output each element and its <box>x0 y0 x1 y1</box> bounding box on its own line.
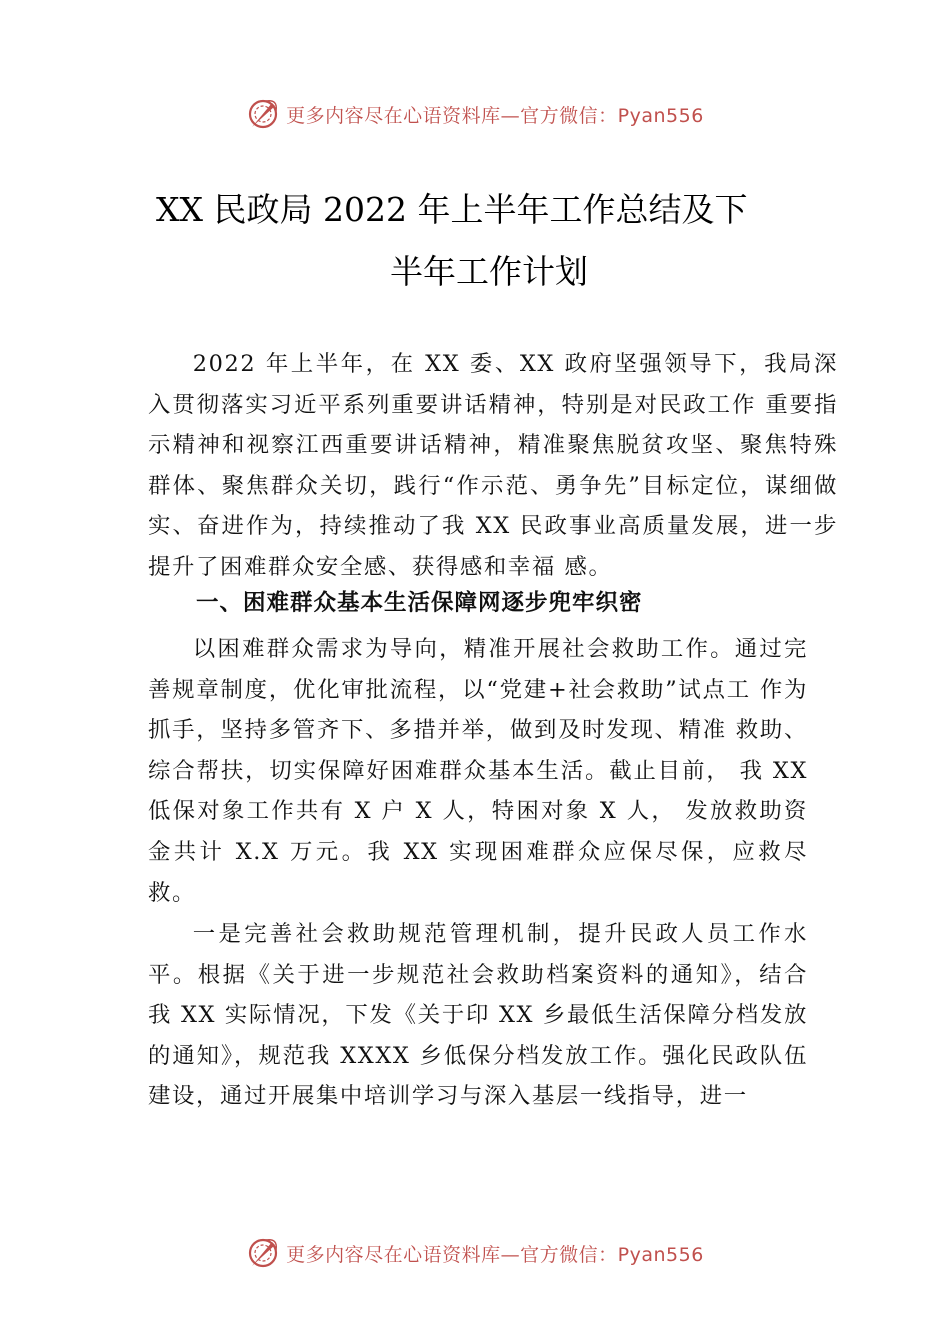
watermark-text: 更多内容尽在心语资料库—官方微信：Pyan556 <box>286 104 704 127</box>
section-1-point-1-paragraph: 一是完善社会救助规范管理机制，提升民政人员工作水平。根据《关于进一步规范社会救助档案资料的通知》，结合我 XX 实际情况，下发《关于印 XX 乡最低生活保障分档发放的通知》，规范我 XXXX 乡低保分档发放工作。强化民政队伍建设，通过开展集中培训学习与深入基层一线指导，进一 <box>148 921 808 1110</box>
watermark-text: 更多内容尽在心语资料库—官方微信：Pyan556 <box>286 1243 704 1266</box>
quill-logo-icon <box>246 1236 280 1270</box>
section-heading-1: 一、困难群众基本生活保障网逐步兜牢织密 <box>196 590 643 616</box>
intro-paragraph: 2022 年上半年，在 XX 委、XX 政府坚强领导下，我局深入贯彻落实习近平系列重要讲话精神，特别是对民政工作 重要指示精神和视察江西重要讲话精神，精准聚焦脱贫攻坚、聚焦特殊群体、聚焦群众关切，践行“作示范、勇争先”目标定位，谋细做实、奋进作为，持续推动了我 XX 民政事业高质量发展，进一步提升了困难群众安全感、获得感和幸福 感。 <box>148 351 838 580</box>
watermark-banner-bottom <box>0 1233 950 1273</box>
wechat-id: Pyan556 <box>617 104 704 127</box>
watermark-banner-top <box>0 94 950 134</box>
document-title-line-2: 半年工作计划 <box>390 252 588 291</box>
quill-logo-icon <box>246 97 280 131</box>
document-title-line-1: XX 民政局 2022 年上半年工作总结及下 <box>156 190 748 229</box>
wechat-id: Pyan556 <box>617 1243 704 1266</box>
section-1-paragraph: 以困难群众需求为导向，精准开展社会救助工作。通过完善规章制度，优化审批流程，以“党建+社会救助”试点工 作为抓手，坚持多管齐下、多措并举，做到及时发现、精准 救助、综合帮扶，切实保障好困难群众基本生活。截止目前， 我 XX 低保对象工作共有 X 户 X 人，特困对象 X 人， 发放救助资金共计 X.X 万元。我 XX 实现困难群众应保尽保，应救尽救。 <box>148 636 808 906</box>
